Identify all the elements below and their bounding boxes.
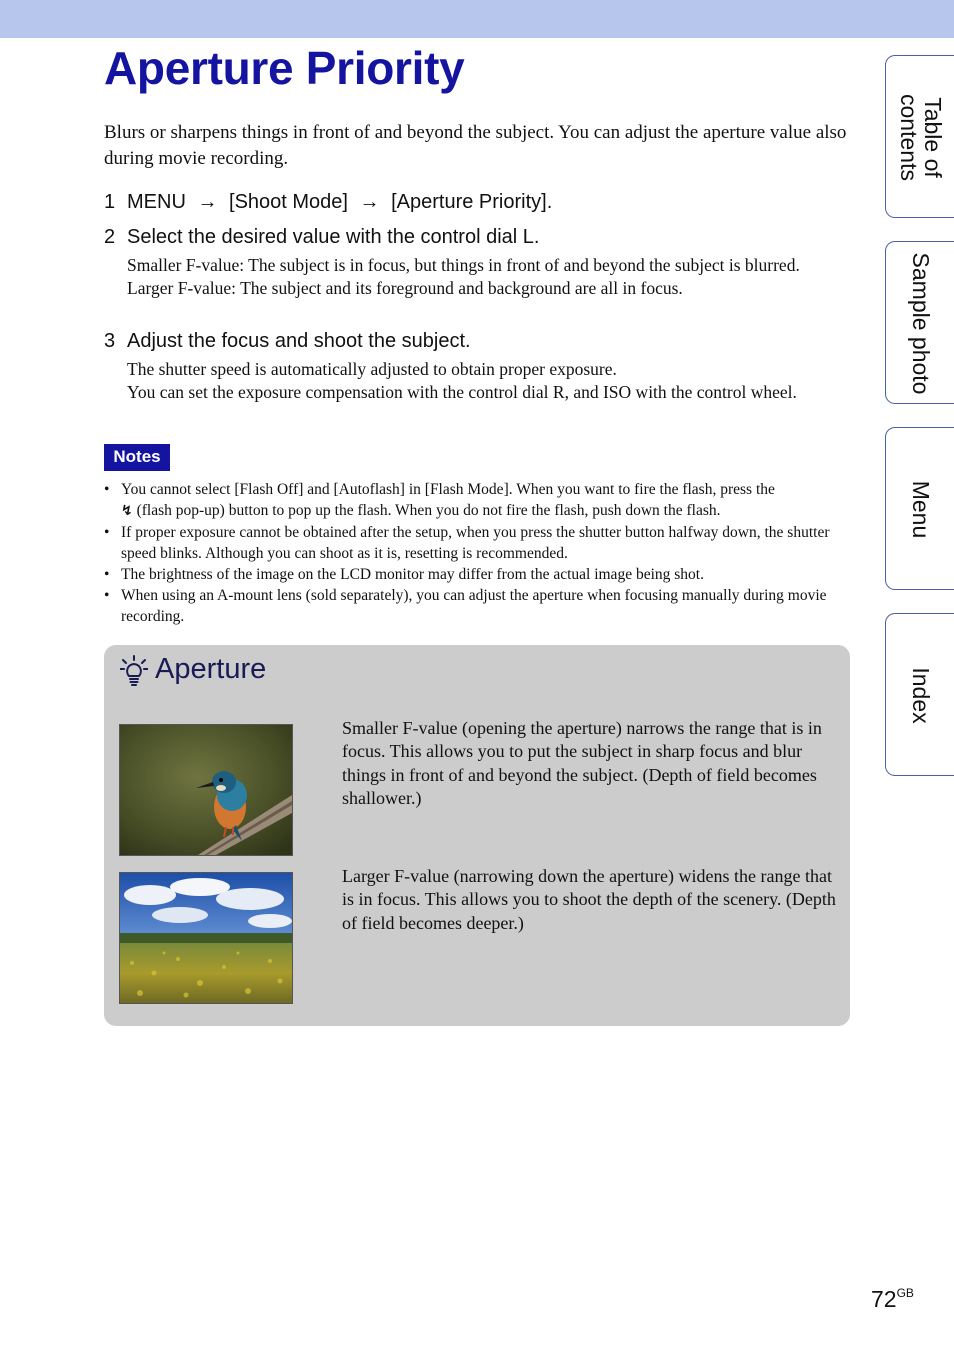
tip-text-small-f: Smaller F-value (opening the aperture) narrows the range that is in focus. This allows you to put the subject in sharp focus and blur things in front of and beyond the subject. (Depth of field becomes shallower.) xyxy=(342,718,822,808)
step-1-text xyxy=(127,189,552,215)
page-number xyxy=(871,1278,914,1314)
aperture-tip-box xyxy=(104,645,850,1026)
note-text: The brightness of the image on the LCD monitor may differ from the actual image being shot. xyxy=(121,566,704,583)
page-number-suffix: GB xyxy=(896,1286,914,1300)
step-3-line: You can set the exposure compensation with the control dial R, and ISO with the control wheel. xyxy=(127,382,797,402)
tab-sample-photo[interactable] xyxy=(885,241,954,404)
note-item xyxy=(104,564,852,585)
arrow-right-icon: → xyxy=(359,191,380,213)
tab-label-line: Index xyxy=(908,667,934,724)
note-item xyxy=(104,479,852,522)
bullet: • xyxy=(104,481,110,498)
tab-label xyxy=(886,428,954,591)
tab-label xyxy=(886,614,954,777)
note-text: You cannot select [Flash Off] and [Autoflash] in [Flash Mode]. When you want to fire the flash, press the xyxy=(121,481,775,498)
step-3-line: The shutter speed is automatically adjusted to obtain proper exposure. xyxy=(127,359,617,379)
note-text: When using an A-mount lens (sold separately), you can adjust the aperture when focusing manually during movie recording. xyxy=(121,587,827,625)
tab-label-line: Table of xyxy=(920,97,946,178)
step-2-line: Larger F-value: The subject and its foreground and background are all in focus. xyxy=(127,278,683,298)
menu-label: MENU xyxy=(127,191,186,213)
step-2-line: Smaller F-value: The subject is in focus, but things in front of and beyond the subject is blurred. xyxy=(127,255,800,275)
tab-table-of-contents[interactable] xyxy=(885,55,954,218)
aperture-priority-label: [Aperture Priority]. xyxy=(391,191,553,213)
step-2-heading: Select the desired value with the control dial L. xyxy=(127,226,540,248)
tip-title: Aperture xyxy=(155,653,267,685)
step-3-heading: Adjust the focus and shoot the subject. xyxy=(127,330,471,352)
tab-label xyxy=(886,56,954,219)
step-number: 2 xyxy=(104,226,116,248)
arrow-right-icon: → xyxy=(197,191,218,213)
bullet: • xyxy=(104,587,110,604)
tab-label-line: Menu xyxy=(908,480,934,539)
tab-menu[interactable] xyxy=(885,427,954,590)
intro-paragraph: Blurs or sharpens things in front of and beyond the subject. You can adjust the aperture value also during movie recording. xyxy=(104,122,847,169)
step-number: 1 xyxy=(104,191,116,213)
page-number-value: 72 xyxy=(871,1286,897,1312)
tip-text-large-f: Larger F-value (narrowing down the aperture) widens the range that is in focus. This allows you to shoot the depth of the scenery. (Depth of field becomes deeper.) xyxy=(342,866,836,933)
tab-label-line: Sample photo xyxy=(908,252,934,395)
notes-list xyxy=(104,479,852,627)
note-item xyxy=(104,585,852,627)
lightbulb-icon xyxy=(120,655,148,687)
bullet: • xyxy=(104,524,110,541)
step-number: 3 xyxy=(104,330,116,352)
note-text: If proper exposure cannot be obtained after the setup, when you press the shutter button halfway down, the shutter speed blinks. Although you can shoot as it is, resetting is recommended. xyxy=(121,524,830,562)
page-title: Aperture Priority xyxy=(104,42,465,94)
step-2-body xyxy=(127,254,832,300)
step-3-body xyxy=(127,358,832,404)
shoot-mode-label: [Shoot Mode] xyxy=(229,191,348,213)
bullet: • xyxy=(104,566,110,583)
header-band xyxy=(0,0,954,38)
note-item xyxy=(104,522,852,564)
tab-label-line: contents xyxy=(896,94,922,181)
notes-badge: Notes xyxy=(104,444,170,471)
note-text: (flash pop-up) button to pop up the flash. When you do not fire the flash, push down the flash. xyxy=(136,502,721,519)
tab-label xyxy=(886,242,954,405)
kingfisher-photo xyxy=(119,724,293,856)
tab-index[interactable] xyxy=(885,613,954,776)
field-landscape-photo xyxy=(119,872,293,1004)
flash-icon: ↯ xyxy=(121,503,133,519)
